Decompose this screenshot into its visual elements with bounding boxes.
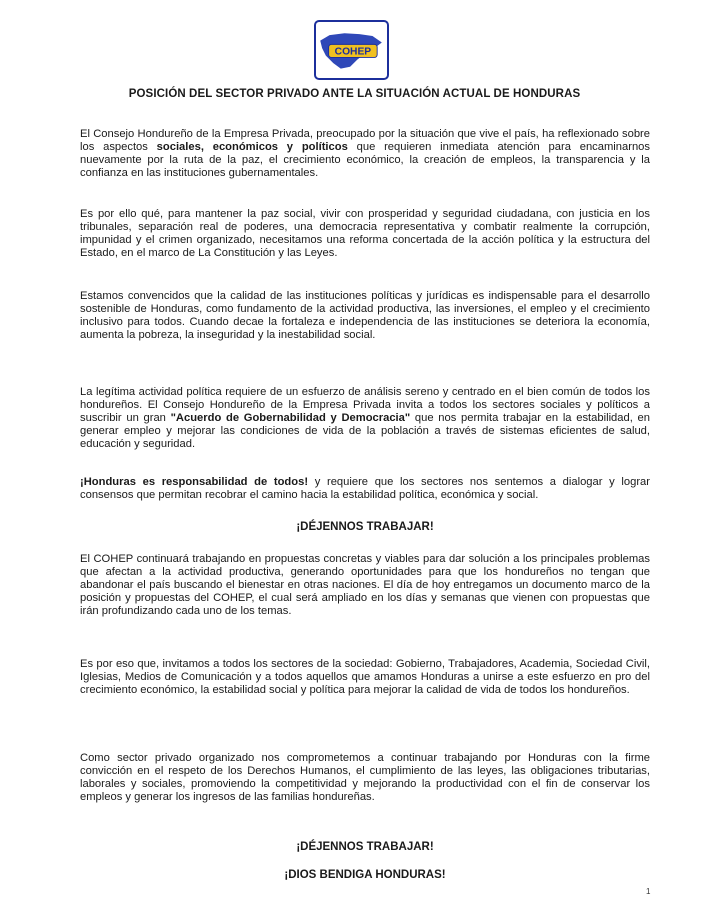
paragraph-7: Es por eso que, invitamos a todos los sectores de la sociedad: Gobierno, Trabajadores, Academia, Sociedad Civil, Iglesias, Medios de Comunicación y a todos aquellos que amamos Honduras a unirse a este esfuerzo en pro del crecimiento económico, la estabilidad social y política para mejorar la calidad de vida de todos los hondureños. [80, 658, 650, 696]
paragraph-2: Es por ello qué, para mantener la paz social, vivir con prosperidad y seguridad ciudadana, con justicia en los tribunales, separación real de poderes, una democracia representativa y combatir realmente la corrupción, impunidad y el crimen organizado, necesitamos una reforma concertada de la acción política y la estructura del Estado, en el marco de La Constitución y las Leyes. [80, 208, 650, 259]
slogan-dejennos-trabajar-2: ¡DÉJENNOS TRABAJAR! [296, 841, 434, 853]
closing-line: ¡DIOS BENDIGA HONDURAS! [284, 869, 446, 881]
paragraph-8: Como sector privado organizado nos comprometemos a continuar trabajando por Honduras con la firme convicción en el respeto de los Derechos Humanos, el cumplimiento de las leyes, las obligaciones tributarias, laborales y sociales, promoviendo la competitividad y mejorando la productividad con el fin de conservar los empleos y generar los ingresos de las familias hondureñas. [80, 752, 650, 803]
paragraph-1: El Consejo Hondureño de la Empresa Privada, preocupado por la situación que vive el país, ha reflexionado sobre los aspectos sociales, económicos y políticos que requieren inmediata atención para encaminarnos nuevamente por la ruta de la paz, el crecimiento económico, la creación de empleos, la transparencia y la confianza en las instituciones gubernamentales. [80, 128, 650, 179]
slogan-dejennos-trabajar: ¡DÉJENNOS TRABAJAR! [296, 521, 434, 533]
honduras-map-icon [316, 22, 387, 78]
page-number: 1 [646, 887, 651, 896]
paragraph-6: El COHEP continuará trabajando en propuestas concretas y viables para dar solución a los principales problemas que afectan a la actividad productiva, generando oportunidades para que los hondureños no tengan que abandonar el país buscando el bienestar en otras naciones. El día de hoy entregamos un documento marco de la posición y propuestas del COHEP, el cual será ampliado en los días y semanas que vienen con propuestas que irán profundizando cada uno de los temas. [80, 553, 650, 617]
paragraph-4: La legítima actividad política requiere de un esfuerzo de análisis sereno y centrado en el bien común de todos los hondureños. El Consejo Hondureño de la Empresa Privada invita a todos los sectores sociales y políticos a suscribir un gran "Acuerdo de Gobernabilidad y Democracia" que nos permita trabajar en la estabilidad, en generar empleo y mejorar las condiciones de vida de la población a través de sistemas eficientes de salud, educación y seguridad. [80, 386, 650, 450]
svg-text:COHEP: COHEP [334, 46, 372, 58]
paragraph-5: ¡Honduras es responsabilidad de todos! y requiere que los sectores nos sentemos a dialogar y lograr consensos que permitan recobrar el camino hacia la estabilidad política, económica y social. [80, 476, 651, 501]
cohep-logo [314, 20, 389, 80]
paragraph-3: Estamos convencidos que la calidad de las instituciones políticas y jurídicas es indispensable para el desarrollo sostenible de Honduras, como fundamento de la actividad productiva, las inversiones, el empleo y el crecimiento inclusivo para todos. Cuando decae la fortaleza e independencia de las instituciones se deteriora la economía, aumenta la pobreza, la inseguridad y la inestabilidad social. [80, 290, 650, 341]
page-title: POSICIÓN DEL SECTOR PRIVADO ANTE LA SITUACIÓN ACTUAL DE HONDURAS [128, 88, 581, 100]
